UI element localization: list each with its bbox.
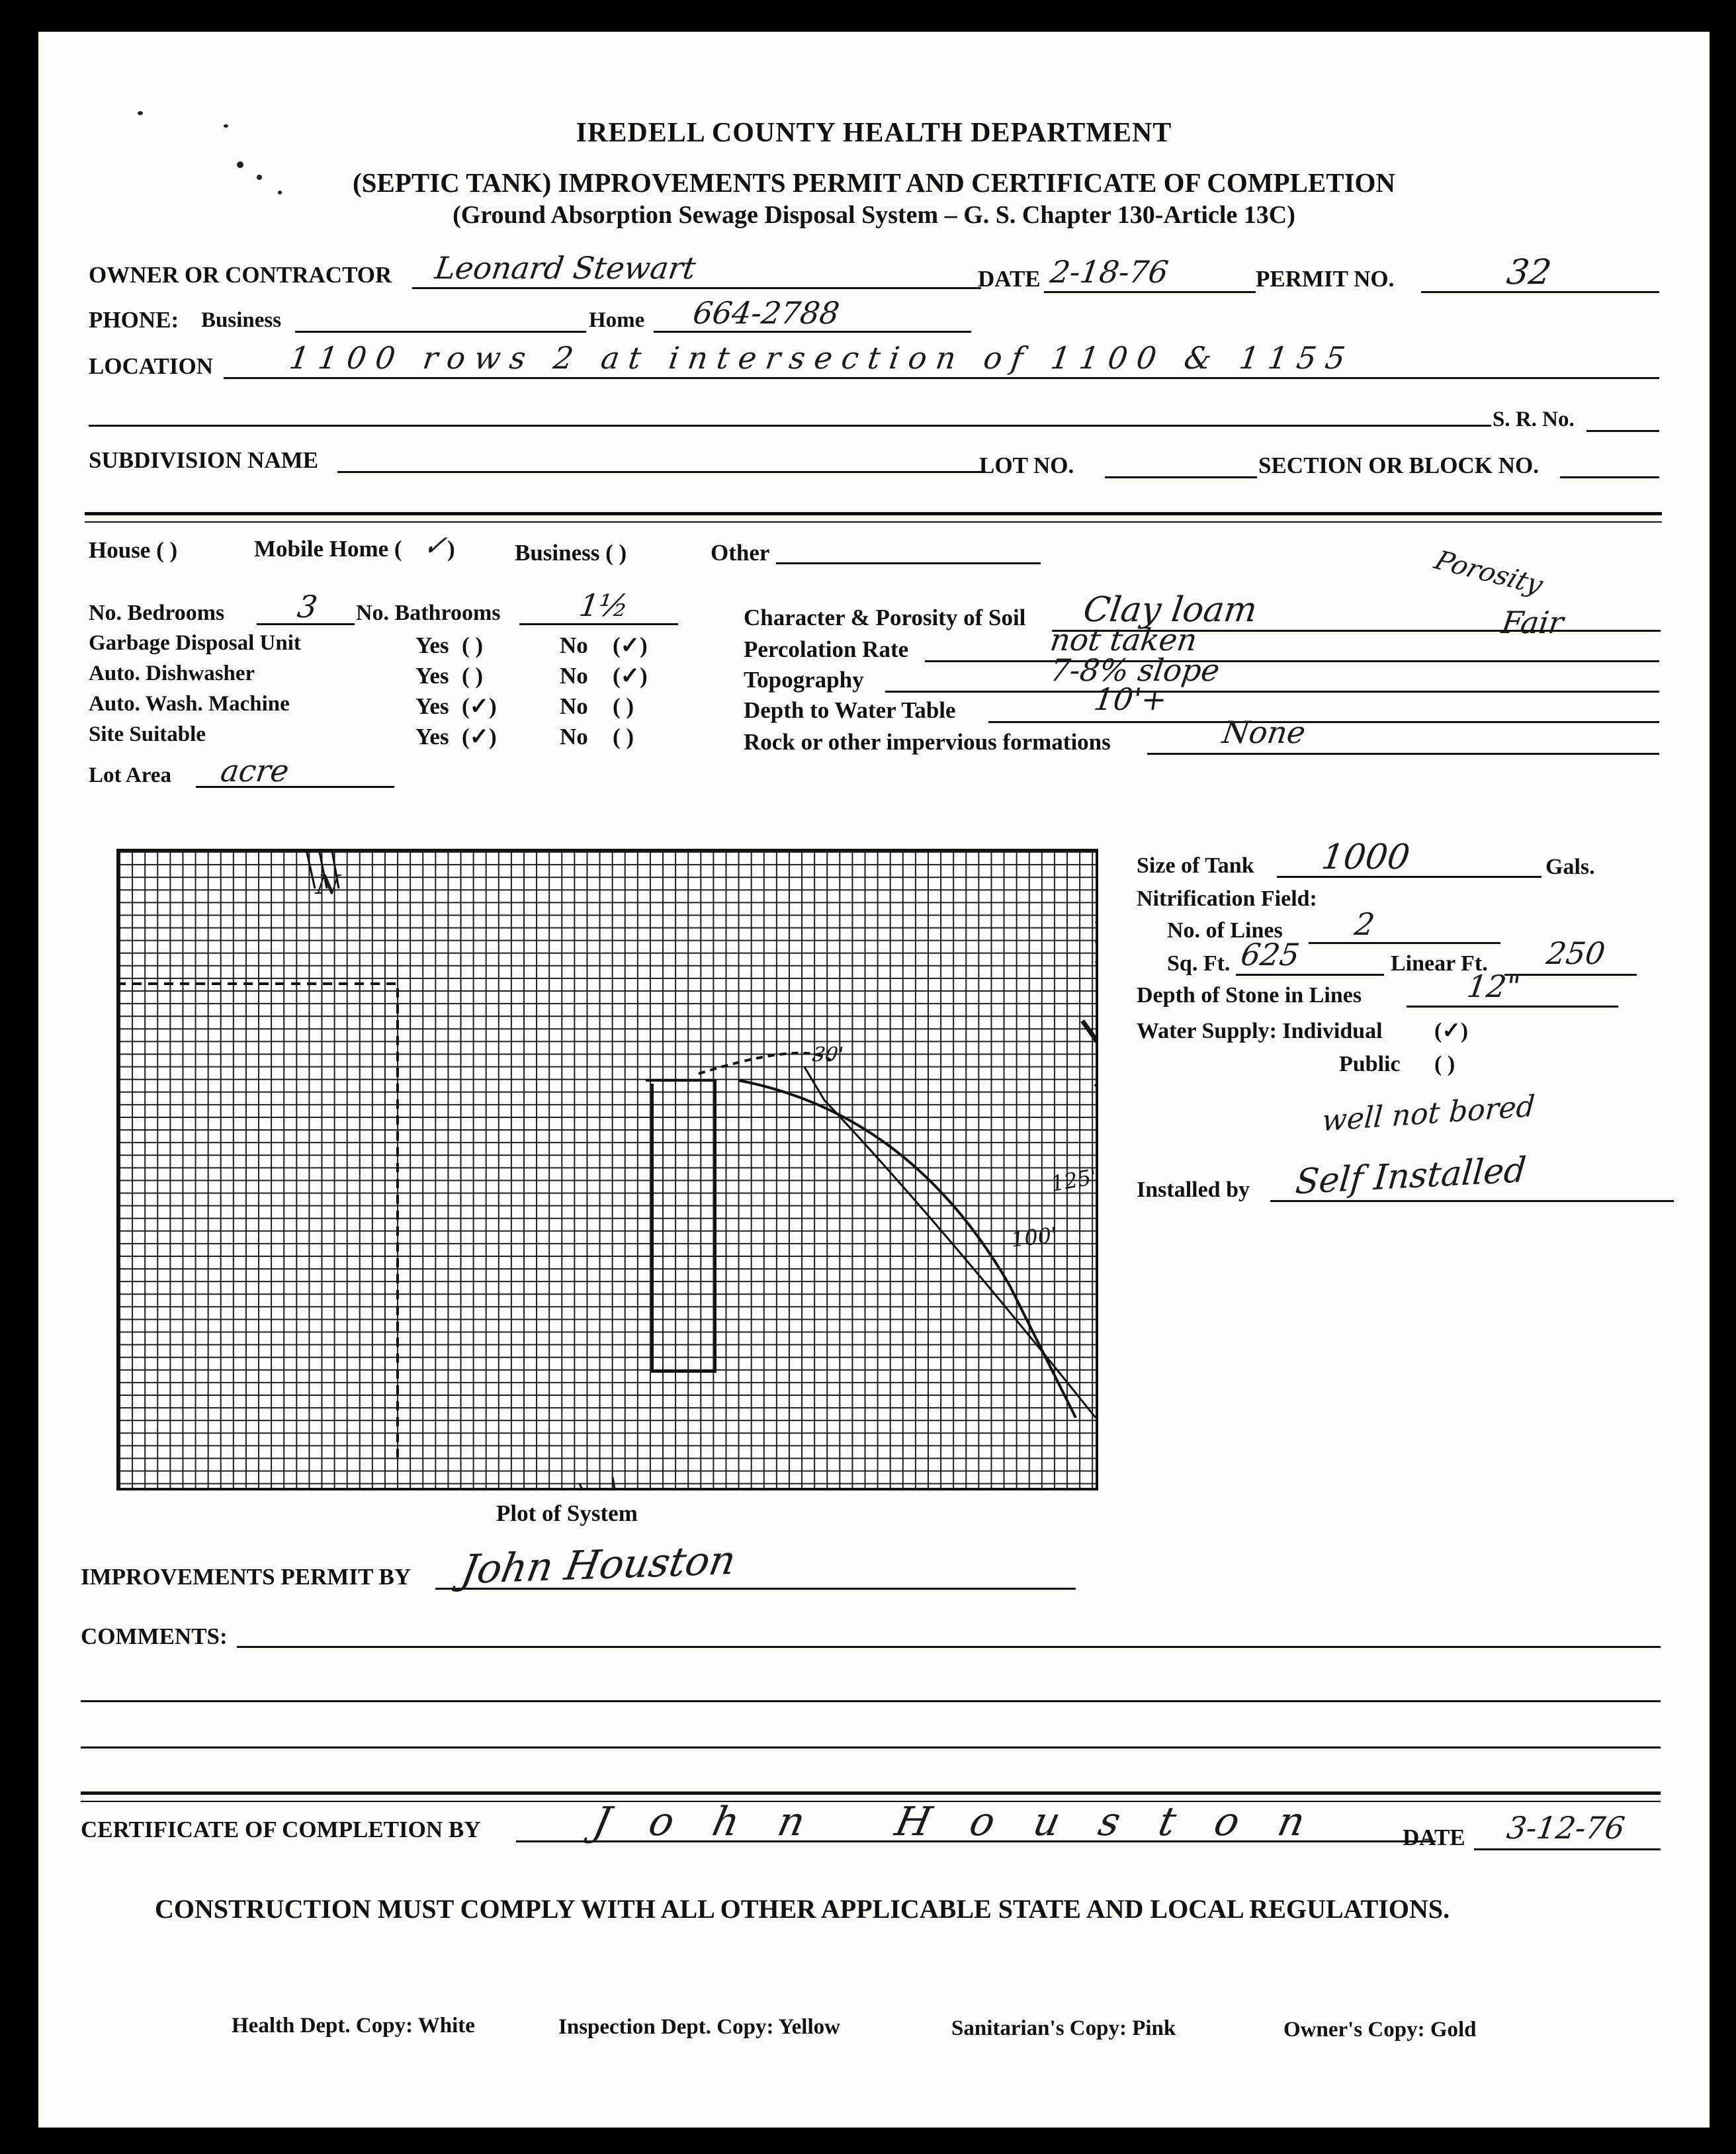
lot-no-line (1105, 476, 1257, 478)
phone-label: PHONE: (89, 307, 179, 333)
water-supply-label: Water Supply: Individual (1137, 1019, 1383, 1043)
subdivision-line (337, 471, 986, 473)
sr-no-line (1586, 430, 1659, 432)
site-suitable-no[interactable]: ( ) (613, 724, 634, 750)
separator-bottom (85, 521, 1662, 523)
bathrooms-line (519, 623, 678, 625)
percolation-line (925, 660, 1659, 662)
topography-label: Topography (744, 667, 864, 693)
location-line-2 (89, 425, 1491, 427)
scan-speck (257, 175, 262, 180)
tank-size-value[interactable]: 1000 (1319, 838, 1412, 877)
lot-area-label: Lot Area (89, 763, 171, 787)
lines-label: No. of Lines (1167, 918, 1283, 943)
percolation-label: Percolation Rate (744, 636, 909, 662)
scan-speck (138, 111, 143, 115)
sqft-label: Sq. Ft. (1167, 951, 1231, 976)
lines-value[interactable]: 2 (1352, 906, 1377, 942)
site-suitable-label: Site Suitable (89, 722, 206, 746)
soil-character-value[interactable]: Clay loam (1080, 590, 1260, 630)
location-line (224, 377, 1659, 379)
tank-size-label: Size of Tank (1137, 853, 1254, 878)
soil-character-label: Character & Porosity of Soil (744, 605, 1026, 630)
topography-line (885, 691, 1659, 693)
soil-porosity-value[interactable]: Fair (1499, 605, 1566, 640)
dishwasher-no[interactable]: (✓) (613, 663, 648, 689)
sqft-value[interactable]: 625 (1238, 937, 1302, 972)
public-label: Public (1339, 1052, 1401, 1076)
house-option[interactable]: House ( ) (89, 537, 178, 563)
distance-label-3: 100' (1010, 1222, 1059, 1252)
subdivision-label: SUBDIVISION NAME (89, 447, 319, 473)
scan-speck (278, 191, 282, 194)
water-table-label: Depth to Water Table (744, 697, 956, 723)
wash-machine-no[interactable]: ( ) (613, 693, 634, 719)
home-phone-line (654, 331, 971, 333)
owner-line (412, 287, 981, 289)
bathrooms-value[interactable]: 1½ (577, 587, 631, 623)
copy-sanitarian: Sanitarian's Copy: Pink (951, 2016, 1176, 2040)
owner-value[interactable]: Leonard Stewart (433, 250, 698, 286)
owner-label: OWNER OR CONTRACTOR (89, 262, 392, 288)
certificate-date-value[interactable]: 3-12-76 (1504, 1810, 1628, 1846)
permit-form (38, 32, 1710, 2128)
lot-boundary (116, 984, 398, 1457)
copy-owner: Owner's Copy: Gold (1283, 2018, 1477, 2042)
sr-no-label: S. R. No. (1493, 408, 1575, 431)
north-label: N (314, 870, 342, 900)
form-subtitle: (Ground Absorption Sewage Disposal System – G. S. Chapter 130-Article 13C) (453, 201, 1295, 229)
section-line (1560, 476, 1659, 478)
lot-no-label: LOT NO. (979, 452, 1074, 478)
permit-label: PERMIT NO. (1256, 266, 1395, 292)
section-label: SECTION OR BLOCK NO. (1258, 452, 1539, 478)
certificate-label: CERTIFICATE OF COMPLETION BY (81, 1817, 481, 1842)
installed-by-value[interactable]: Self Installed (1293, 1150, 1528, 1203)
lines-line (1309, 942, 1500, 944)
site-suitable-yes[interactable]: (✓) (462, 724, 497, 750)
mobile-home-check[interactable]: ✓ (421, 529, 449, 562)
location-label: LOCATION (89, 353, 213, 379)
copy-inspection-dept: Inspection Dept. Copy: Yellow (558, 2015, 840, 2039)
date-value[interactable]: 2-18-76 (1048, 254, 1171, 290)
comments-line-2 (81, 1700, 1661, 1702)
site-suitable-yes-label: Yes (415, 724, 449, 750)
date-line (1044, 291, 1256, 293)
garbage-disposal-yes-label: Yes (415, 632, 449, 658)
department-title: IREDELL COUNTY HEALTH DEPARTMENT (576, 118, 1172, 148)
business-phone-line (295, 331, 586, 333)
bedrooms-value[interactable]: 3 (295, 589, 320, 625)
road-marks (1096, 922, 1098, 1008)
separator-top (85, 512, 1662, 515)
linear-ft-value[interactable]: 250 (1544, 935, 1608, 971)
home-phone-value[interactable]: 664-2788 (691, 295, 842, 331)
other-label: Other (711, 540, 770, 566)
rock-formations-line (1147, 753, 1659, 755)
copy-health-dept: Health Dept. Copy: White (232, 2014, 475, 2038)
water-supply-public[interactable]: ( ) (1434, 1052, 1455, 1076)
water-table-value[interactable]: 10'+ (1092, 681, 1170, 717)
installed-by-line (1270, 1200, 1674, 1202)
dishwasher-yes-label: Yes (415, 663, 449, 689)
other-line (776, 562, 1041, 564)
plot-sketch (116, 849, 1098, 1490)
separator-2-top (81, 1791, 1661, 1795)
installed-by-label: Installed by (1137, 1178, 1250, 1202)
dishwasher-no-label: No (560, 663, 588, 689)
garbage-disposal-no-label: No (560, 632, 588, 658)
wash-machine-yes-label: Yes (415, 693, 449, 719)
distance-label-2: 125' (1049, 1164, 1099, 1197)
location-value[interactable]: 1100 rows 2 at intersection of 1100 & 1155 (287, 340, 1357, 376)
scan-speck (224, 124, 228, 128)
dishwasher-label: Auto. Dishwasher (89, 662, 255, 685)
mobile-home-option-label: Mobile Home ( (254, 536, 402, 562)
rock-formations-value[interactable]: None (1220, 714, 1308, 750)
garbage-disposal-yes[interactable]: ( ) (462, 632, 484, 658)
water-table-line (988, 721, 1659, 723)
well-mark (1082, 1021, 1098, 1087)
mobile-home-option-close: ) (447, 536, 455, 562)
distance-label-1: 30' (810, 1043, 845, 1066)
scan-speck (237, 161, 243, 168)
tank-gals-label: Gals. (1545, 855, 1595, 879)
form-title: (SEPTIC TANK) IMPROVEMENTS PERMIT AND CERTIFICATE OF COMPLETION (352, 167, 1396, 198)
rock-formations-label: Rock or other impervious formations (744, 729, 1111, 755)
wash-machine-label: Auto. Wash. Machine (89, 692, 290, 716)
nitrification-field-label: Nitrification Field: (1137, 886, 1317, 911)
stone-depth-line (1407, 1006, 1618, 1008)
topography-value[interactable]: 7-8% slope (1048, 652, 1222, 688)
date-label: DATE (978, 266, 1041, 292)
tank-size-line (1277, 876, 1541, 878)
wash-machine-yes[interactable]: (✓) (462, 693, 497, 719)
bathrooms-label: No. Bathrooms (356, 601, 501, 625)
bedrooms-label: No. Bedrooms (89, 601, 225, 625)
compliance-notice: CONSTRUCTION MUST COMPLY WITH ALL OTHER APPLICABLE STATE AND LOCAL REGULATIONS. (155, 1894, 1450, 1924)
porosity-note: Porosity (1430, 545, 1547, 601)
certificate-date-line (1474, 1848, 1661, 1850)
house-outline (646, 1080, 715, 1371)
well-note: well not bored (1321, 1089, 1536, 1139)
comments-label: COMMENTS: (81, 1623, 228, 1649)
business-option[interactable]: Business ( ) (515, 540, 627, 566)
garbage-disposal-label: Garbage Disposal Unit (89, 631, 301, 655)
sqft-line (1236, 974, 1384, 976)
linear-ft-label: Linear Ft. (1391, 951, 1488, 976)
home-phone-label: Home (589, 308, 645, 332)
site-suitable-no-label: No (560, 724, 588, 750)
plot-caption: Plot of System (496, 1500, 638, 1526)
wash-machine-no-label: No (560, 693, 588, 719)
improvements-permit-signature[interactable]: John Houston (457, 1537, 740, 1594)
improvements-permit-label: IMPROVEMENTS PERMIT BY (81, 1564, 412, 1590)
business-phone-label: Business (201, 308, 282, 332)
bottom-marks (580, 1477, 619, 1490)
percolation-value[interactable]: not taken (1048, 622, 1199, 658)
garbage-disposal-no[interactable]: (✓) (613, 632, 648, 658)
stone-depth-value[interactable]: 12" (1465, 969, 1523, 1004)
dishwasher-yes[interactable]: ( ) (462, 663, 484, 689)
certificate-signature[interactable]: John Houston (589, 1799, 1349, 1845)
lot-area-value[interactable]: acre (218, 753, 292, 789)
linear-ft-line (1504, 974, 1637, 976)
stone-depth-label: Depth of Stone in Lines (1137, 983, 1362, 1008)
permit-value[interactable]: 32 (1504, 253, 1554, 292)
certificate-date-label: DATE (1403, 1825, 1465, 1850)
water-supply-individual[interactable]: (✓) (1434, 1019, 1469, 1043)
comments-line-3 (81, 1746, 1661, 1748)
comments-line-1 (237, 1646, 1661, 1648)
